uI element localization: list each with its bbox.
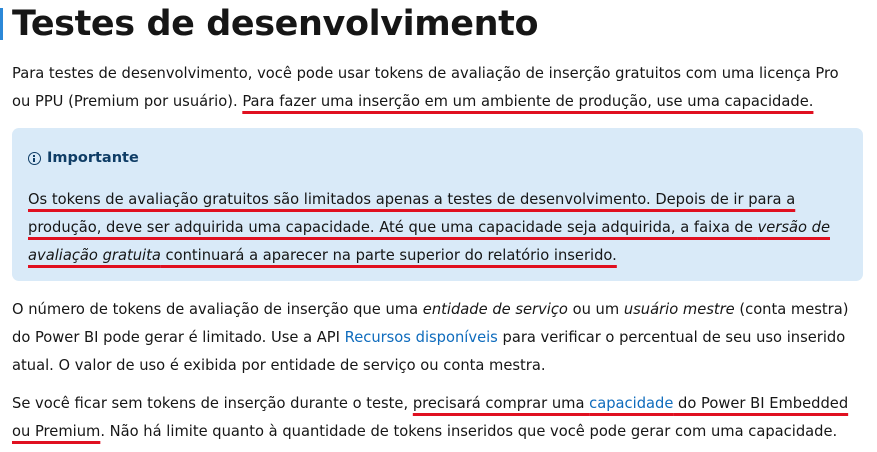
alert-title [28, 147, 139, 169]
page-title: Testes de desenvolvimento [12, 4, 539, 44]
token-limit-paragraph [12, 296, 857, 380]
alert-title-label: Importante [47, 150, 139, 166]
info-circle-icon [28, 152, 41, 165]
p2-em-service-principal: entidade de serviço [422, 301, 568, 318]
intro-highlight: Para fazer uma inserção em um ambiente de produção, use uma capacidade. [242, 93, 814, 110]
alert-body-emphasis: versão de avaliação gratuita [28, 219, 830, 264]
p3-text-1: Se você ficar sem tokens de inserção durante o teste, [12, 395, 413, 412]
available-features-link[interactable]: Recursos disponíveis [344, 329, 498, 346]
p2-text-2: ou um [567, 301, 624, 318]
alert-body [28, 186, 848, 270]
p2-em-master-user: usuário mestre [623, 301, 735, 318]
capacity-paragraph [12, 390, 857, 446]
p3-highlight-2: do Power BI Embedded ou Premium [12, 395, 849, 440]
p3-text-2: . Não há limite quanto à quantidade de tokens inseridos que você pode gerar com uma capacidade. [100, 423, 838, 440]
p2-text-3: (conta mestra) do Power BI pode gerar é limitado. Use a API [12, 301, 849, 346]
intro-text: Para testes de desenvolvimento, você pode usar tokens de avaliação de inserção gratuitos com uma licença Pro ou PPU (Premium por usuário). [12, 65, 839, 110]
heading-accent-bar [0, 8, 3, 40]
important-alert [12, 128, 863, 281]
p3-highlight-1: precisará comprar uma [412, 395, 590, 412]
p2-text-4: para verificar o percentual de seu uso inserido atual. O valor de uso é exibida por entidade de serviço ou conta mestra. [12, 329, 846, 374]
p2-text-1: O número de tokens de avaliação de inserção que uma [12, 301, 423, 318]
intro-paragraph [12, 60, 857, 116]
alert-body-text-1: Os tokens de avaliação gratuitos são limitados apenas a testes de desenvolvimento. Depois de ir para a produção, deve ser adquirida uma capacidade. Até que uma capacidade seja adquirida, a faixa de [28, 191, 796, 236]
alert-body-text-2: continuará a aparecer na parte superior do relatório inserido. [160, 247, 617, 264]
capacity-link[interactable]: capacidade [589, 395, 674, 412]
